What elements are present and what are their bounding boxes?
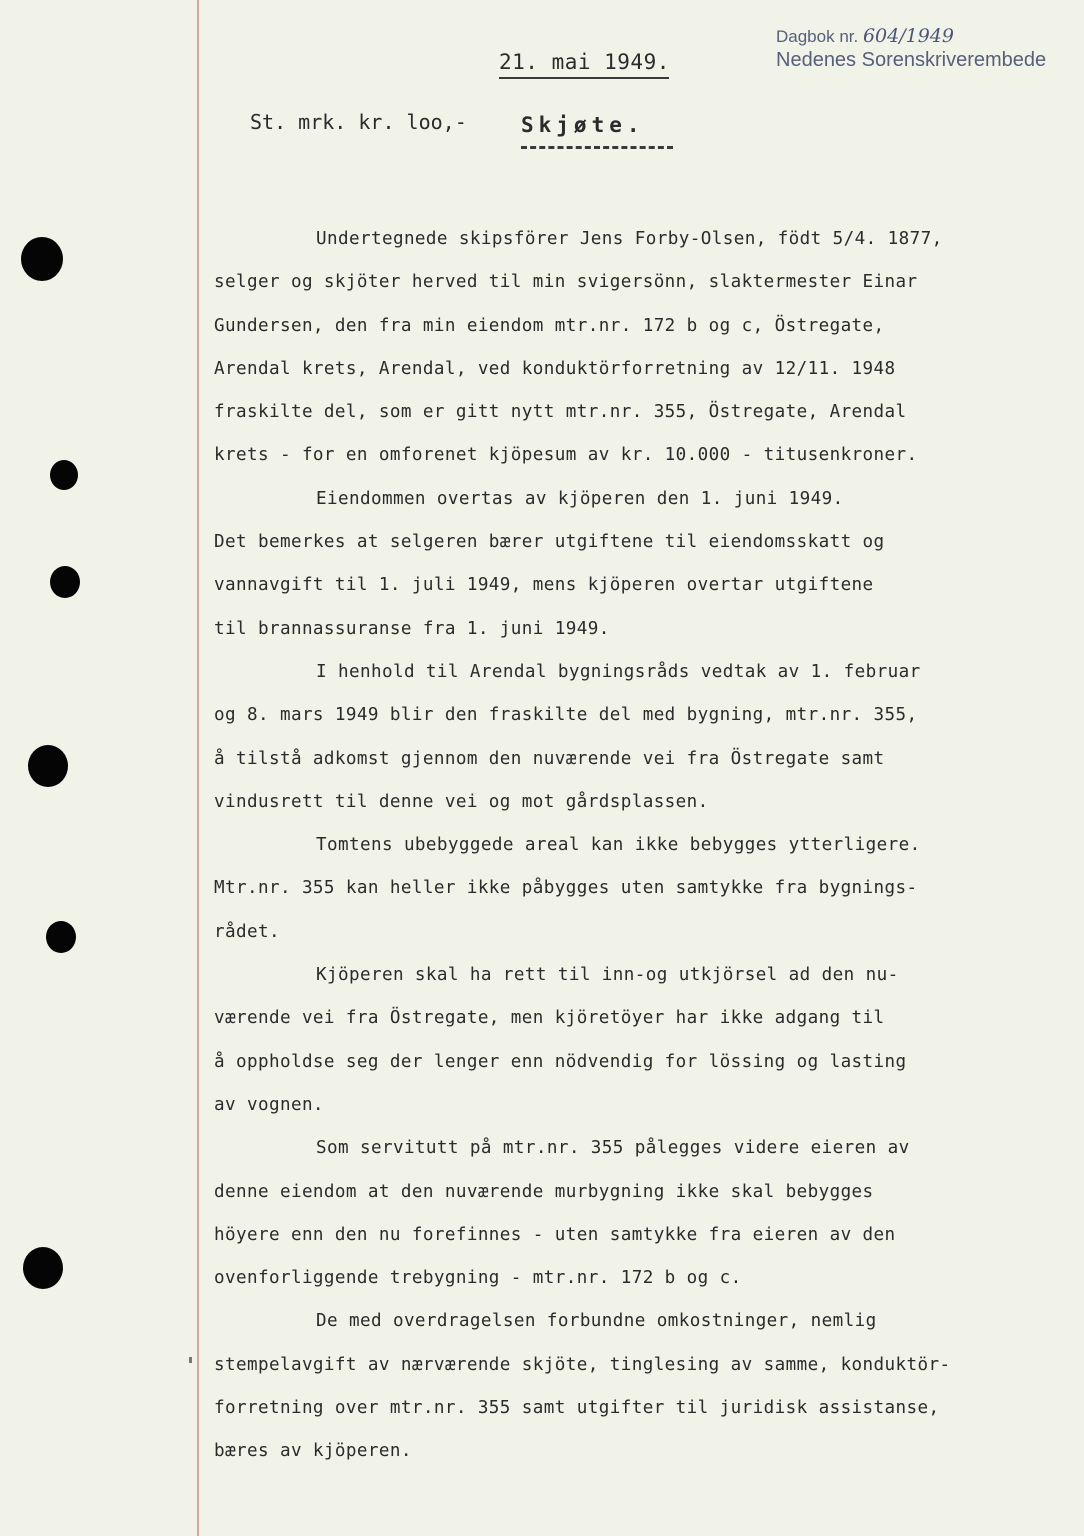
margin-rule <box>197 0 199 1536</box>
office-stamp <box>776 26 1076 72</box>
document-date: 21. mai 1949. <box>499 50 670 74</box>
document-title: Skjøte. <box>521 113 645 137</box>
punch-hole <box>46 921 76 953</box>
text-line: Tomtens ubebyggede areal kan ikke bebygges ytterligere. <box>316 835 921 856</box>
text-line: Som servitutt på mtr.nr. 355 pålegges videre eieren av <box>316 1138 910 1159</box>
text-line: Undertegnede skipsförer Jens Forby-Olsen, födt 5/4. 1877, <box>316 229 943 249</box>
text-line: fraskilte del, som er gitt nytt mtr.nr. 355, Östregate, Arendal <box>214 402 907 423</box>
margin-mark <box>189 1357 192 1363</box>
office-name: Nedenes Sorenskriverembede <box>776 48 1047 71</box>
text-line: ovenforliggende trebygning - mtr.nr. 172 b og c. <box>214 1268 742 1289</box>
punch-hole <box>21 237 63 281</box>
text-line: Eiendommen overtas av kjöperen den 1. juni 1949. <box>316 488 844 509</box>
text-line: værende vei fra Östregate, men kjöretöyer har ikke adgang til <box>214 1008 885 1029</box>
text-line: vindusrett til denne vei og mot gårdsplassen. <box>214 791 709 812</box>
dagbok-line <box>776 26 1076 48</box>
text-line: å oppholdse seg der lenger enn nödvendig for lössing og lasting <box>214 1051 907 1072</box>
text-line: bæres av kjöperen. <box>214 1441 412 1462</box>
text-line: I henhold til Arendal bygningsråds vedtak av 1. februar <box>316 661 921 682</box>
stamp-fee: St. mrk. kr. loo,- <box>250 110 467 134</box>
text-line: De med overdragelsen forbundne omkostninger, nemlig <box>316 1311 877 1332</box>
title-underline <box>521 146 673 149</box>
text-line: forretning over mtr.nr. 355 samt utgifter til juridisk assistanse, <box>214 1398 940 1419</box>
punch-hole <box>50 460 78 490</box>
text-line: rådet. <box>214 921 280 942</box>
text-line: Kjöperen skal ha rett til inn-og utkjörsel ad den nu- <box>316 965 899 986</box>
text-line: stempelavgift av nærværende skjöte, tinglesing av samme, konduktör- <box>214 1354 951 1375</box>
punch-hole <box>23 1247 63 1289</box>
text-line: krets - for en omforenet kjöpesum av kr. 10.000 - titusenkroner. <box>214 445 918 466</box>
text-line: denne eiendom at den nuværende murbygning ikke skal bebygges <box>214 1181 874 1202</box>
dagbok-label: Dagbok nr. <box>776 27 859 46</box>
text-line: selger og skjöter herved til min svigersönn, slaktermester Einar <box>214 272 918 293</box>
text-line: Det bemerkes at selgeren bærer utgiftene til eiendomsskatt og <box>214 532 885 553</box>
text-line: höyere enn den nu forefinnes - uten samtykke fra eieren av den <box>214 1224 896 1245</box>
text-line: til brannassuranse fra 1. juni 1949. <box>214 618 610 639</box>
date-underline <box>499 77 669 79</box>
text-line: av vognen. <box>214 1094 324 1115</box>
punch-hole <box>28 745 68 787</box>
text-line: Mtr.nr. 355 kan heller ikke påbygges uten samtykke fra bygnings- <box>214 878 918 899</box>
punch-hole <box>50 566 80 598</box>
dagbok-number: 604/1949 <box>862 25 954 47</box>
text-line: å tilstå adkomst gjennom den nuværende vei fra Östregate samt <box>214 748 885 769</box>
deed-body <box>214 227 1054 1483</box>
text-line: vannavgift til 1. juli 1949, mens kjöperen overtar utgiftene <box>214 575 874 596</box>
text-line: Gundersen, den fra min eiendom mtr.nr. 172 b og c, Östregate, <box>214 315 885 336</box>
text-line: Arendal krets, Arendal, ved konduktörforretning av 12/11. 1948 <box>214 358 896 379</box>
text-line: og 8. mars 1949 blir den fraskilte del med bygning, mtr.nr. 355, <box>214 705 918 726</box>
